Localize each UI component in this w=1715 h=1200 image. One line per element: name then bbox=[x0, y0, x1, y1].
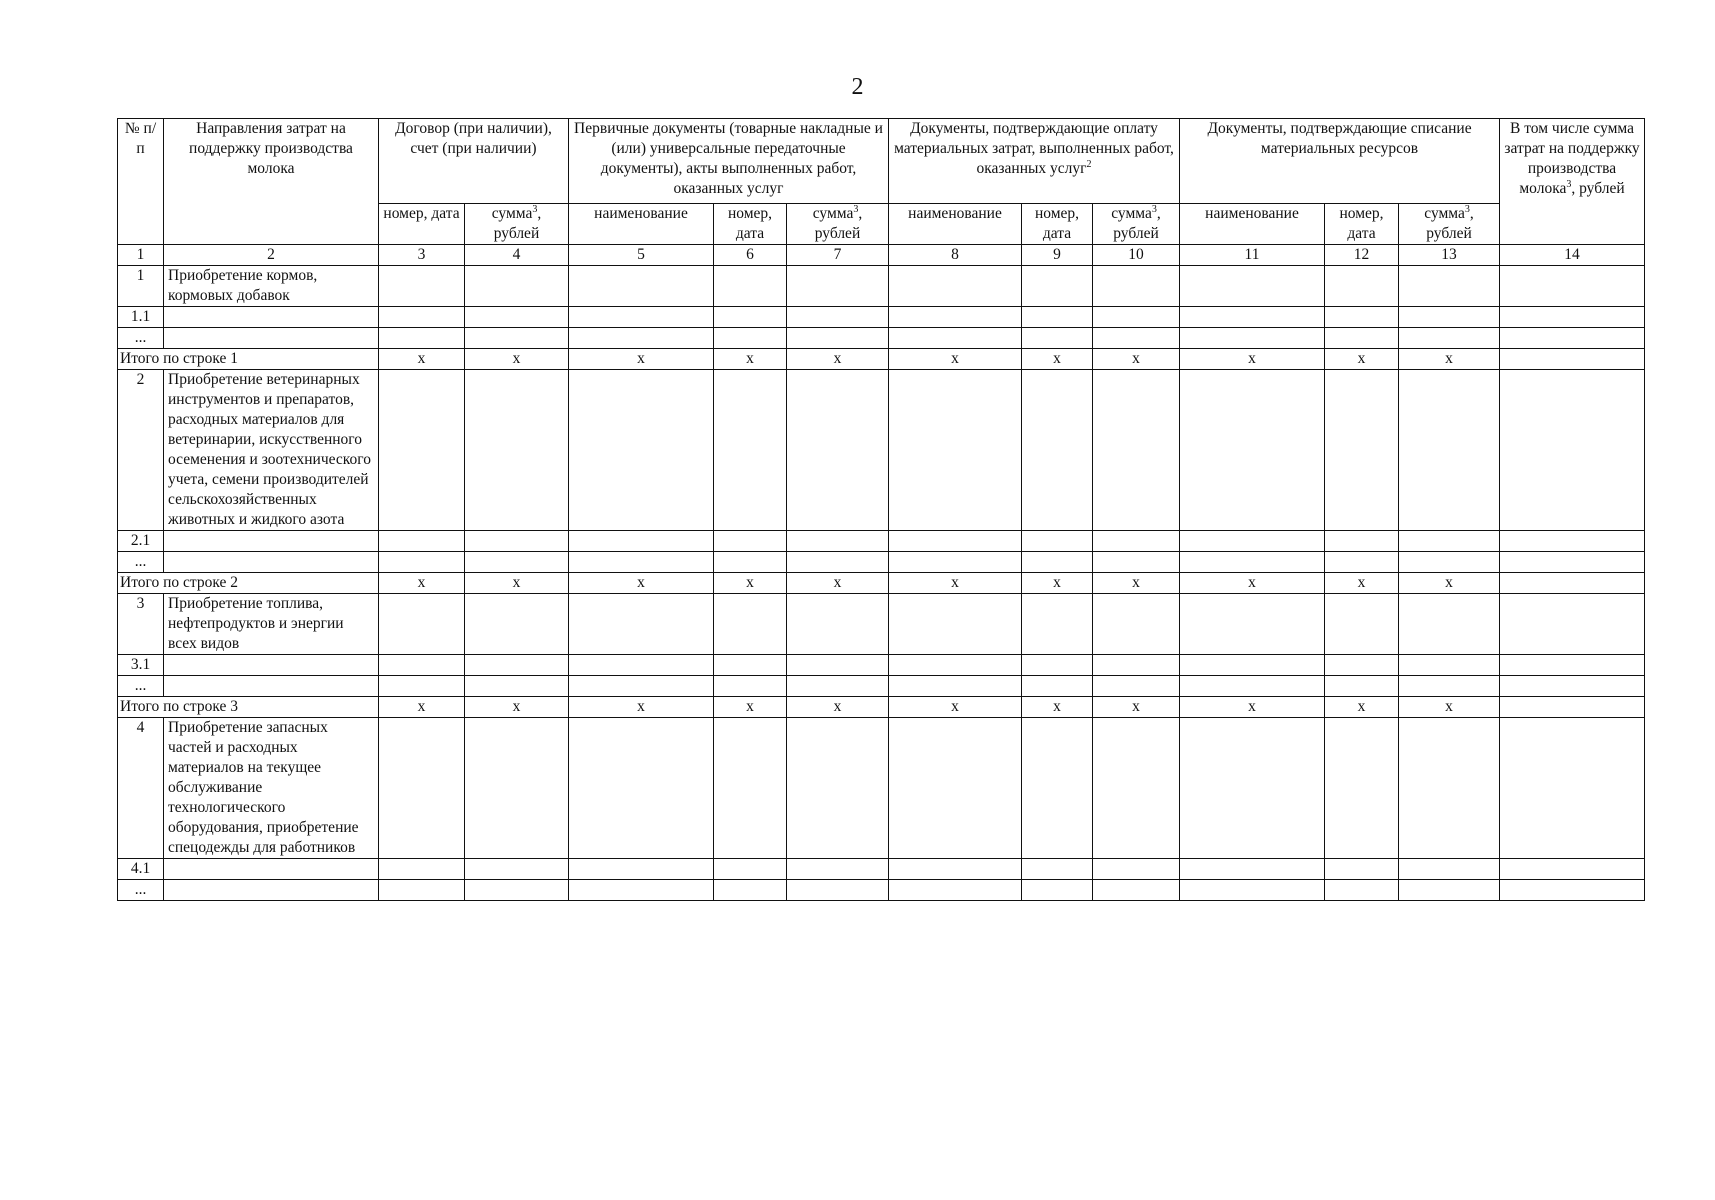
subsection-row bbox=[118, 531, 1645, 552]
cost-documents-table bbox=[117, 118, 1645, 901]
table-cell bbox=[714, 880, 787, 901]
table-cell bbox=[569, 307, 714, 328]
column-number: 12 bbox=[1325, 245, 1399, 266]
total-label: Итого по строке 2 bbox=[118, 573, 379, 594]
column-number: 11 bbox=[1180, 245, 1325, 266]
table-cell bbox=[1500, 266, 1645, 307]
column-number: 14 bbox=[1500, 245, 1645, 266]
x-mark: x bbox=[569, 573, 714, 594]
header-sub-name: наименование bbox=[889, 204, 1022, 245]
header-col-total bbox=[1500, 119, 1645, 245]
header-sub-sum bbox=[1093, 204, 1180, 245]
x-mark: x bbox=[714, 697, 787, 718]
x-mark: x bbox=[1093, 573, 1180, 594]
table-cell bbox=[569, 370, 714, 531]
subsection-row bbox=[118, 307, 1645, 328]
header-sub-number-date: номер, дата bbox=[379, 204, 465, 245]
header-sub-sum-sup: 3 bbox=[1464, 203, 1470, 215]
x-mark: x bbox=[379, 697, 465, 718]
table-cell bbox=[1180, 370, 1325, 531]
ellipsis: ... bbox=[118, 552, 164, 573]
total-row bbox=[118, 573, 1645, 594]
table-cell bbox=[889, 594, 1022, 655]
table-cell bbox=[465, 266, 569, 307]
table-cell bbox=[1399, 676, 1500, 697]
table-cell bbox=[1022, 328, 1093, 349]
x-mark: x bbox=[465, 573, 569, 594]
x-mark: x bbox=[379, 573, 465, 594]
table-cell bbox=[465, 370, 569, 531]
table-cell bbox=[1022, 531, 1093, 552]
table-cell bbox=[1399, 552, 1500, 573]
header-sub-number-date: номер, дата bbox=[714, 204, 787, 245]
table-cell bbox=[787, 531, 889, 552]
table-cell bbox=[1093, 552, 1180, 573]
table-cell bbox=[379, 859, 465, 880]
table-cell bbox=[379, 531, 465, 552]
header-sub-number-date: номер, дата bbox=[1325, 204, 1399, 245]
x-mark: x bbox=[1325, 349, 1399, 370]
ellipsis: ... bbox=[118, 676, 164, 697]
subrow-number: 1.1 bbox=[118, 307, 164, 328]
x-mark: x bbox=[1180, 697, 1325, 718]
table-cell bbox=[1500, 531, 1645, 552]
x-mark: x bbox=[714, 573, 787, 594]
table-cell bbox=[379, 266, 465, 307]
table-cell bbox=[1325, 880, 1399, 901]
table-cell bbox=[569, 552, 714, 573]
table-cell bbox=[714, 328, 787, 349]
x-mark: x bbox=[889, 573, 1022, 594]
column-number: 7 bbox=[787, 245, 889, 266]
x-mark: x bbox=[465, 697, 569, 718]
table-cell bbox=[1325, 594, 1399, 655]
table-cell bbox=[1399, 594, 1500, 655]
table-cell bbox=[379, 328, 465, 349]
x-mark: x bbox=[714, 349, 787, 370]
header-sub-sum-sup: 3 bbox=[1151, 203, 1157, 215]
section-row bbox=[118, 370, 1645, 531]
header-sub-sum-text: сумма bbox=[1111, 205, 1152, 222]
table-cell bbox=[889, 552, 1022, 573]
table-cell bbox=[1022, 880, 1093, 901]
column-number: 1 bbox=[118, 245, 164, 266]
table-cell bbox=[1399, 655, 1500, 676]
table-cell bbox=[1180, 594, 1325, 655]
table-cell bbox=[714, 531, 787, 552]
x-mark: x bbox=[1022, 349, 1093, 370]
table-cell bbox=[1500, 349, 1645, 370]
table-cell bbox=[889, 370, 1022, 531]
table-cell bbox=[465, 594, 569, 655]
header-group-primary: Первичные документы (товарные накладные и (или) универсальные передаточные документы), акты выполненных работ, оказанных услуг bbox=[569, 119, 889, 204]
table-cell bbox=[1399, 880, 1500, 901]
table-cell bbox=[889, 718, 1022, 859]
section-row bbox=[118, 594, 1645, 655]
x-mark: x bbox=[1022, 573, 1093, 594]
ellipsis-row bbox=[118, 328, 1645, 349]
table-cell bbox=[1325, 307, 1399, 328]
subrow-number: 4.1 bbox=[118, 859, 164, 880]
x-mark: x bbox=[787, 697, 889, 718]
header-sub-sum-text: сумма bbox=[1424, 205, 1465, 222]
table-cell bbox=[714, 655, 787, 676]
header-col-total-sup: 3 bbox=[1566, 178, 1572, 190]
x-mark: x bbox=[569, 697, 714, 718]
table-cell bbox=[1500, 573, 1645, 594]
total-label: Итого по строке 1 bbox=[118, 349, 379, 370]
header-sub-sum-unit: , рублей bbox=[493, 205, 542, 242]
table-cell bbox=[787, 594, 889, 655]
table-cell bbox=[379, 718, 465, 859]
subrow-number: 2.1 bbox=[118, 531, 164, 552]
header-sub-sum bbox=[787, 204, 889, 245]
column-number: 5 bbox=[569, 245, 714, 266]
table-cell bbox=[1500, 328, 1645, 349]
table-cell bbox=[889, 676, 1022, 697]
table-cell bbox=[1093, 718, 1180, 859]
table-cell bbox=[164, 859, 379, 880]
table-cell bbox=[1500, 552, 1645, 573]
x-mark: x bbox=[1093, 697, 1180, 718]
table-cell bbox=[889, 880, 1022, 901]
column-number: 10 bbox=[1093, 245, 1180, 266]
table-cell bbox=[569, 328, 714, 349]
x-mark: x bbox=[1022, 697, 1093, 718]
table-cell bbox=[1180, 328, 1325, 349]
table-cell bbox=[569, 655, 714, 676]
table-cell bbox=[1325, 552, 1399, 573]
subrow-number: 3.1 bbox=[118, 655, 164, 676]
table-cell bbox=[1399, 531, 1500, 552]
header-sub-sum-text: сумма bbox=[491, 205, 533, 222]
table-cell bbox=[1093, 655, 1180, 676]
table-cell bbox=[714, 307, 787, 328]
table-cell bbox=[714, 859, 787, 880]
table-cell bbox=[465, 718, 569, 859]
column-number: 3 bbox=[379, 245, 465, 266]
row-number: 2 bbox=[118, 370, 164, 531]
header-group-contract: Договор (при наличии), счет (при наличии) bbox=[379, 119, 569, 204]
cost-direction: Приобретение топлива, нефтепродуктов и энергии всех видов bbox=[164, 594, 379, 655]
table-cell bbox=[1022, 552, 1093, 573]
table-cell bbox=[1180, 880, 1325, 901]
table-cell bbox=[1500, 370, 1645, 531]
header-group-payment bbox=[889, 119, 1180, 204]
x-mark: x bbox=[1399, 349, 1500, 370]
section-row bbox=[118, 718, 1645, 859]
row-number: 3 bbox=[118, 594, 164, 655]
table-cell bbox=[465, 859, 569, 880]
header-sub-sum-sup: 3 bbox=[532, 203, 538, 215]
table-cell bbox=[889, 859, 1022, 880]
table-cell bbox=[1399, 266, 1500, 307]
total-row bbox=[118, 349, 1645, 370]
header-col-num: № п/п bbox=[118, 119, 164, 245]
table-cell bbox=[1093, 307, 1180, 328]
table-cell bbox=[1180, 307, 1325, 328]
table-cell bbox=[889, 531, 1022, 552]
table-cell bbox=[1022, 676, 1093, 697]
header-group-payment-text: Документы, подтверждающие оплату материальных затрат, выполненных работ, оказанных услуг bbox=[894, 120, 1174, 177]
table-cell bbox=[1325, 655, 1399, 676]
ellipsis: ... bbox=[118, 328, 164, 349]
table-cell bbox=[1500, 718, 1645, 859]
column-number: 4 bbox=[465, 245, 569, 266]
column-number: 8 bbox=[889, 245, 1022, 266]
table-cell bbox=[569, 531, 714, 552]
table-cell bbox=[714, 676, 787, 697]
x-mark: x bbox=[787, 349, 889, 370]
cost-direction: Приобретение ветеринарных инструментов и препаратов, расходных материалов для ветеринарии, искусственного осеменения и зоотехнического учета, семени производителей сельскохозяйственных животных и жидкого азота bbox=[164, 370, 379, 531]
header-col-total-text: В том числе сумма затрат на поддержку производства молока bbox=[1504, 120, 1640, 197]
table-cell bbox=[379, 676, 465, 697]
x-mark: x bbox=[1399, 697, 1500, 718]
table-cell bbox=[164, 676, 379, 697]
total-label: Итого по строке 3 bbox=[118, 697, 379, 718]
table-cell bbox=[1180, 552, 1325, 573]
table-cell bbox=[787, 718, 889, 859]
x-mark: x bbox=[1325, 697, 1399, 718]
header-col-direction: Направления затрат на поддержку производства молока bbox=[164, 119, 379, 245]
table-cell bbox=[1022, 266, 1093, 307]
table-cell bbox=[787, 655, 889, 676]
column-number: 13 bbox=[1399, 245, 1500, 266]
row-number: 4 bbox=[118, 718, 164, 859]
table-cell bbox=[1093, 531, 1180, 552]
header-sub-sum-text: сумма bbox=[812, 205, 854, 222]
table-cell bbox=[379, 655, 465, 676]
subsection-row bbox=[118, 655, 1645, 676]
table-cell bbox=[714, 594, 787, 655]
table-cell bbox=[1022, 594, 1093, 655]
header-sub-name: наименование bbox=[569, 204, 714, 245]
section-row bbox=[118, 266, 1645, 307]
table-cell bbox=[164, 552, 379, 573]
table-cell bbox=[379, 880, 465, 901]
table-cell bbox=[1399, 370, 1500, 531]
table-cell bbox=[1093, 676, 1180, 697]
table-cell bbox=[1022, 370, 1093, 531]
table-cell bbox=[164, 307, 379, 328]
table-cell bbox=[1500, 655, 1645, 676]
table-cell bbox=[569, 859, 714, 880]
table-cell bbox=[465, 307, 569, 328]
table-cell bbox=[1325, 328, 1399, 349]
table-cell bbox=[1093, 370, 1180, 531]
table-cell bbox=[1500, 676, 1645, 697]
column-number: 6 bbox=[714, 245, 787, 266]
table-cell bbox=[714, 266, 787, 307]
header-group-writeoff: Документы, подтверждающие списание материальных ресурсов bbox=[1180, 119, 1500, 204]
table-cell bbox=[465, 880, 569, 901]
header-sub-number-date: номер, дата bbox=[1022, 204, 1093, 245]
x-mark: x bbox=[1180, 349, 1325, 370]
table-cell bbox=[787, 307, 889, 328]
x-mark: x bbox=[1180, 573, 1325, 594]
column-numbers-row bbox=[118, 245, 1645, 266]
table-cell bbox=[1093, 880, 1180, 901]
x-mark: x bbox=[1093, 349, 1180, 370]
table-cell bbox=[569, 718, 714, 859]
page-number: 2 bbox=[851, 74, 864, 100]
table-cell bbox=[1325, 676, 1399, 697]
ellipsis-row bbox=[118, 880, 1645, 901]
ellipsis: ... bbox=[118, 880, 164, 901]
table-cell bbox=[787, 859, 889, 880]
table-cell bbox=[1500, 859, 1645, 880]
total-row bbox=[118, 697, 1645, 718]
table-cell bbox=[379, 370, 465, 531]
table-cell bbox=[787, 370, 889, 531]
x-mark: x bbox=[889, 697, 1022, 718]
column-number: 9 bbox=[1022, 245, 1093, 266]
table-cell bbox=[889, 655, 1022, 676]
ellipsis-row bbox=[118, 552, 1645, 573]
table-cell bbox=[1325, 531, 1399, 552]
table-cell bbox=[569, 676, 714, 697]
x-mark: x bbox=[379, 349, 465, 370]
header-col-total-unit: , рублей bbox=[1571, 180, 1625, 197]
x-mark: x bbox=[465, 349, 569, 370]
header-sub-sum bbox=[1399, 204, 1500, 245]
cost-direction: Приобретение запасных частей и расходных материалов на текущее обслуживание технологического оборудования, приобретение спецодежды для работников bbox=[164, 718, 379, 859]
table-cell bbox=[787, 266, 889, 307]
header-sub-sum bbox=[465, 204, 569, 245]
header-sub-sum-unit: , рублей bbox=[1426, 205, 1474, 242]
table-cell bbox=[1325, 266, 1399, 307]
table-cell bbox=[1180, 859, 1325, 880]
table-cell bbox=[1180, 266, 1325, 307]
table-cell bbox=[1180, 676, 1325, 697]
table-cell bbox=[889, 307, 1022, 328]
table-cell bbox=[1399, 718, 1500, 859]
table-cell bbox=[787, 880, 889, 901]
x-mark: x bbox=[889, 349, 1022, 370]
x-mark: x bbox=[569, 349, 714, 370]
table-cell bbox=[1093, 594, 1180, 655]
table-cell bbox=[465, 531, 569, 552]
table-cell bbox=[465, 655, 569, 676]
table-cell bbox=[787, 328, 889, 349]
table-cell bbox=[1093, 266, 1180, 307]
x-mark: x bbox=[1325, 573, 1399, 594]
table-cell bbox=[714, 718, 787, 859]
table-cell bbox=[1022, 718, 1093, 859]
table-cell bbox=[379, 307, 465, 328]
table-cell bbox=[379, 594, 465, 655]
table-cell bbox=[787, 552, 889, 573]
table-cell bbox=[1399, 859, 1500, 880]
table-cell bbox=[465, 676, 569, 697]
table-cell bbox=[164, 531, 379, 552]
table-cell bbox=[465, 328, 569, 349]
table-cell bbox=[1325, 718, 1399, 859]
table-cell bbox=[889, 328, 1022, 349]
subsection-row bbox=[118, 859, 1645, 880]
table-cell bbox=[465, 552, 569, 573]
table-cell bbox=[1500, 697, 1645, 718]
ellipsis-row bbox=[118, 676, 1645, 697]
header-sub-sum-unit: , рублей bbox=[814, 205, 863, 242]
table-cell bbox=[714, 552, 787, 573]
table-cell bbox=[1399, 328, 1500, 349]
table-cell bbox=[787, 676, 889, 697]
table-cell bbox=[1325, 370, 1399, 531]
table-cell bbox=[379, 552, 465, 573]
table-cell bbox=[1500, 307, 1645, 328]
row-number: 1 bbox=[118, 266, 164, 307]
table-cell bbox=[714, 370, 787, 531]
table-cell bbox=[164, 880, 379, 901]
table-cell bbox=[569, 266, 714, 307]
table-cell bbox=[1093, 328, 1180, 349]
table-cell bbox=[1500, 880, 1645, 901]
table-cell bbox=[569, 594, 714, 655]
header-sub-name: наименование bbox=[1180, 204, 1325, 245]
table-cell bbox=[164, 655, 379, 676]
header-sub-sum-unit: , рублей bbox=[1113, 205, 1161, 242]
table-cell bbox=[1500, 594, 1645, 655]
header-sub-sum-sup: 3 bbox=[853, 203, 859, 215]
table-cell bbox=[164, 328, 379, 349]
table-cell bbox=[1325, 859, 1399, 880]
table-cell bbox=[1093, 859, 1180, 880]
table-cell bbox=[1180, 655, 1325, 676]
table-cell bbox=[1399, 307, 1500, 328]
table-cell bbox=[1180, 718, 1325, 859]
table-cell bbox=[1022, 859, 1093, 880]
table-cell bbox=[1022, 655, 1093, 676]
table-cell bbox=[1180, 531, 1325, 552]
x-mark: x bbox=[1399, 573, 1500, 594]
cost-direction: Приобретение кормов, кормовых добавок bbox=[164, 266, 379, 307]
table-cell bbox=[889, 266, 1022, 307]
x-mark: x bbox=[787, 573, 889, 594]
header-group-payment-sup: 2 bbox=[1086, 158, 1092, 170]
table-cell bbox=[569, 880, 714, 901]
column-number: 2 bbox=[164, 245, 379, 266]
table-cell bbox=[1022, 307, 1093, 328]
